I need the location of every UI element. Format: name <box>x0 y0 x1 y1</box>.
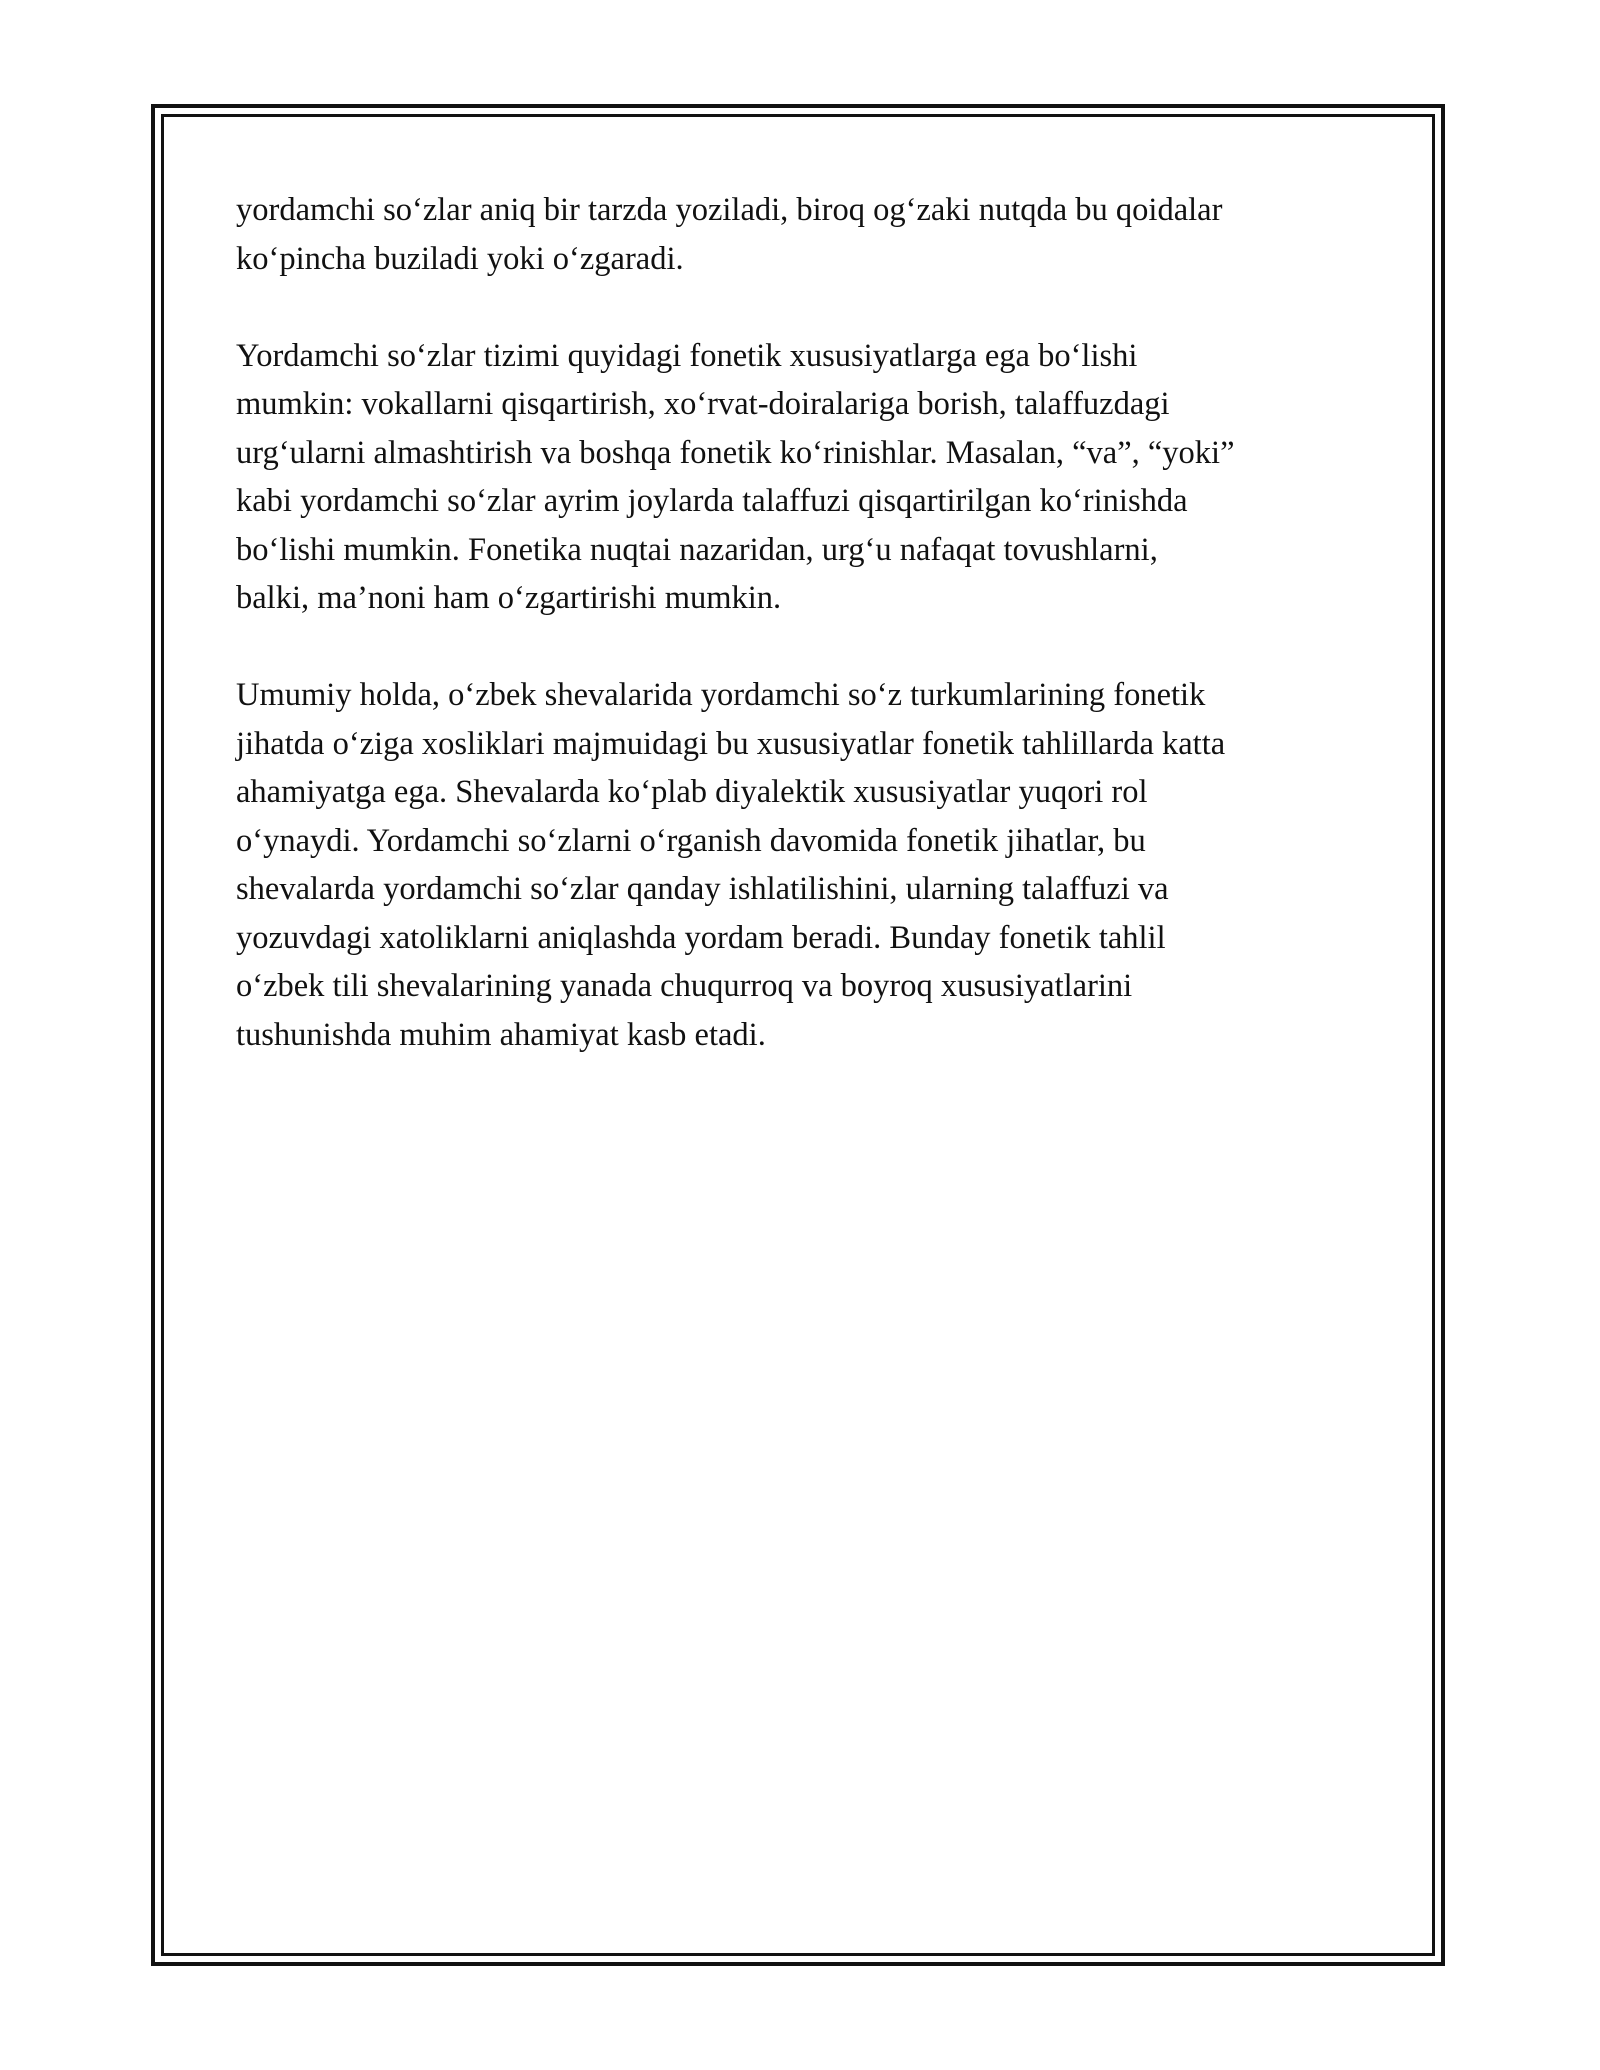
document-body <box>236 186 1376 1108</box>
text-line: balki, ma’noni ham o‘zgartirishi mumkin. <box>236 580 782 616</box>
text-line: shevalarda yordamchi so‘zlar qanday ishlatilishini, ularning talaffuzi va <box>236 871 1169 907</box>
paragraph-2 <box>236 332 1376 623</box>
text-line: mumkin: vokallarni qisqartirish, xo‘rvat-doiralariga borish, talaffuzdagi <box>236 386 1170 422</box>
text-line: o‘ynaydi. Yordamchi so‘zlarni o‘rganish davomida fonetik jihatlar, bu <box>236 822 1146 859</box>
text-line: bo‘lishi mumkin. Fonetika nuqtai nazaridan, urg‘u nafaqat tovushlarni, <box>236 531 1158 568</box>
text-line: ko‘pincha buziladi yoki o‘zgaradi. <box>236 240 684 277</box>
text-line: tushunishda muhim ahamiyat kasb etadi. <box>236 1016 766 1053</box>
text-line: yozuvdagi xatoliklarni aniqlashda yordam beradi. Bunday fonetik tahlil <box>236 919 1166 956</box>
text-line: ahamiyatga ega. Shevalarda ko‘plab diyalektik xususiyatlar yuqori rol <box>236 774 1148 810</box>
text-line: yordamchi so‘zlar aniq bir tarzda yoziladi, biroq og‘zaki nutqda bu qoidalar <box>236 192 1223 228</box>
text-line: Umumiy holda, o‘zbek shevalarida yordamchi so‘z turkumlarining fonetik <box>236 677 1206 713</box>
paragraph-3 <box>236 671 1376 1059</box>
text-line: Yordamchi so‘zlar tizimi quyidagi fonetik xususiyatlarga ega bo‘lishi <box>236 337 1138 374</box>
text-line: urg‘ularni almashtirish va boshqa fonetik ko‘rinishlar. Masalan, “va”, “yoki” <box>236 434 1235 471</box>
text-line: kabi yordamchi so‘zlar ayrim joylarda talaffuzi qisqartirilgan ko‘rinishda <box>236 483 1188 519</box>
paragraph-1 <box>236 186 1376 283</box>
text-line: jihatda o‘ziga xosliklari majmuidagi bu xususiyatlar fonetik tahlillarda katta <box>236 725 1226 762</box>
text-line: o‘zbek tili shevalarining yanada chuqurroq va boyroq xususiyatlarini <box>236 968 1133 1004</box>
